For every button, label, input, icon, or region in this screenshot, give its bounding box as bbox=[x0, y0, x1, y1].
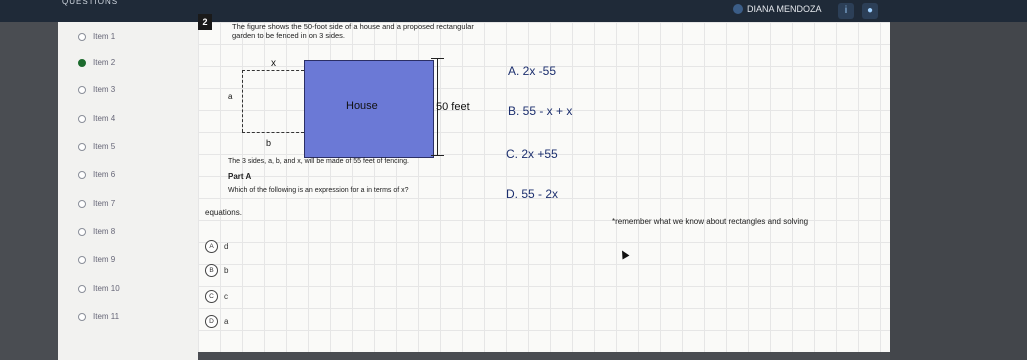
label-a: a bbox=[228, 92, 233, 101]
sidebar-item-3[interactable] bbox=[78, 85, 115, 94]
part-label: Part A bbox=[228, 172, 252, 181]
sidebar-item-label: Item 6 bbox=[93, 170, 116, 179]
feet-label: 50 feet bbox=[436, 101, 470, 113]
garden-left-side bbox=[242, 70, 243, 132]
sidebar-item-label: Item 2 bbox=[93, 58, 116, 67]
sidebar-item-label: Item 4 bbox=[93, 114, 116, 123]
answer-choice-b[interactable] bbox=[205, 264, 228, 277]
radio-icon bbox=[78, 313, 86, 321]
sidebar-item-2[interactable] bbox=[78, 58, 115, 67]
handwritten-choice-d: D. 55 - 2x bbox=[506, 187, 559, 201]
handwritten-remember-note: *remember what we know about rectangles and solving bbox=[612, 217, 809, 226]
handwritten-choice-b: B. 55 - x + x bbox=[508, 104, 573, 118]
radio-icon bbox=[78, 228, 86, 236]
radio-icon bbox=[78, 285, 86, 293]
label-b: b bbox=[266, 138, 272, 148]
choice-text: d bbox=[224, 242, 229, 251]
sidebar-item-11[interactable] bbox=[78, 312, 119, 321]
user-icon bbox=[733, 4, 743, 14]
handwritten-choice-c: C. 2x +55 bbox=[506, 147, 558, 161]
radio-icon bbox=[78, 59, 86, 67]
garden-top-side bbox=[242, 70, 304, 71]
label-x: x bbox=[271, 58, 276, 69]
radio-icon bbox=[78, 86, 86, 94]
radio-icon bbox=[78, 33, 86, 41]
item-sidebar bbox=[58, 22, 198, 360]
question-prompt: Which of the following is an expression for a in terms of x? bbox=[228, 187, 409, 194]
question-number: 2 bbox=[198, 14, 212, 30]
sidebar-item-label: Item 11 bbox=[93, 312, 120, 321]
sidebar-item-7[interactable] bbox=[78, 199, 115, 208]
sidebar-item-1[interactable] bbox=[78, 32, 115, 41]
radio-icon bbox=[78, 256, 86, 264]
user-name: DIANA MENDOZA bbox=[747, 4, 822, 14]
sidebar-item-label: Item 10 bbox=[93, 284, 120, 293]
choice-text: c bbox=[224, 292, 228, 301]
sidebar-item-5[interactable] bbox=[78, 142, 115, 151]
sidebar-item-label: Item 7 bbox=[93, 199, 116, 208]
sidebar-item-4[interactable] bbox=[78, 114, 115, 123]
sidebar-item-label: Item 5 bbox=[93, 142, 116, 151]
sidebar-item-9[interactable] bbox=[78, 255, 115, 264]
radio-icon bbox=[78, 143, 86, 151]
choice-letter: A bbox=[205, 240, 218, 253]
dimension-tick-bottom bbox=[431, 155, 444, 156]
answer-choice-c[interactable] bbox=[205, 290, 228, 303]
user-menu[interactable] bbox=[733, 4, 822, 14]
sidebar-item-label: Item 9 bbox=[93, 255, 116, 264]
handwritten-equations: equations. bbox=[205, 208, 242, 217]
right-panel bbox=[890, 22, 1027, 360]
radio-icon bbox=[78, 115, 86, 123]
choice-letter: C bbox=[205, 290, 218, 303]
garden-bottom-side bbox=[242, 132, 304, 133]
house-label: House bbox=[346, 100, 378, 112]
sidebar-item-8[interactable] bbox=[78, 227, 115, 236]
dimension-tick-top bbox=[431, 58, 444, 59]
sidebar-item-label: Item 8 bbox=[93, 227, 116, 236]
choice-text: a bbox=[224, 317, 229, 326]
radio-icon bbox=[78, 200, 86, 208]
handwritten-choice-a: A. 2x -55 bbox=[508, 64, 557, 78]
sidebar-item-6[interactable] bbox=[78, 170, 115, 179]
choice-text: b bbox=[224, 266, 229, 275]
radio-icon bbox=[78, 171, 86, 179]
answer-choice-d[interactable] bbox=[205, 315, 228, 328]
choice-letter: B bbox=[205, 264, 218, 277]
answer-choice-a[interactable] bbox=[205, 240, 228, 253]
questions-label: QUESTIONS bbox=[62, 0, 119, 6]
info-icon[interactable]: i bbox=[838, 3, 854, 19]
top-bar bbox=[0, 0, 1027, 22]
sidebar-item-label: Item 3 bbox=[93, 85, 116, 94]
fencing-note: The 3 sides, a, b, and x, will be made of 55 feet of fencing. bbox=[228, 158, 409, 165]
sidebar-item-10[interactable] bbox=[78, 284, 120, 293]
question-text: The figure shows the 50-foot side of a house and a proposed rectangular garden to be fenced in on 3 sides. bbox=[232, 22, 474, 40]
sidebar-item-label: Item 1 bbox=[93, 32, 116, 41]
settings-icon[interactable]: ● bbox=[862, 3, 878, 19]
choice-letter: D bbox=[205, 315, 218, 328]
